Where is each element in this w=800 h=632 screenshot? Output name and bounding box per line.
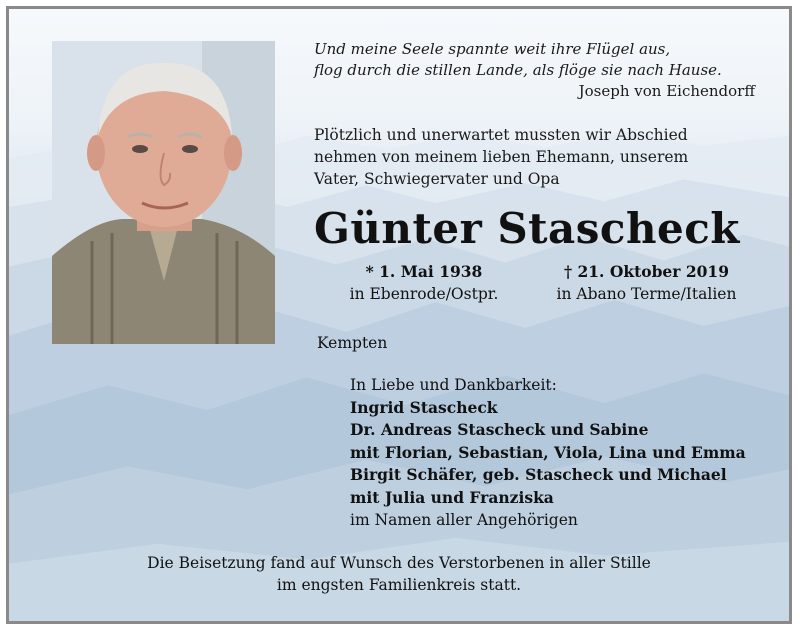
announcement-line: nehmen von meinem lieben Ehemann, unserem — [314, 148, 689, 166]
death-info — [534, 261, 759, 305]
announcement-line: Vater, Schwiegervater und Opa — [314, 170, 560, 188]
mourner-name: Birgit Schäfer, geb. Stascheck und Michael — [350, 465, 727, 484]
birth-info — [329, 261, 519, 305]
announcement-line: Plötzlich und unerwartet mussten wir Abschied — [314, 126, 688, 144]
deceased-name: Günter Stascheck — [314, 204, 740, 253]
notice-line: im engsten Familienkreis statt. — [276, 576, 522, 594]
mourners-intro: In Liebe und Dankbarkeit: — [350, 376, 557, 394]
mourner-name: Dr. Andreas Stascheck und Sabine — [350, 420, 649, 439]
portrait-illustration — [52, 41, 275, 344]
death-date: † 21. Oktober 2019 — [563, 262, 729, 281]
mourners-list — [350, 374, 770, 532]
quote — [314, 39, 754, 81]
birth-place: in Ebenrode/Ostpr. — [349, 285, 499, 303]
mourner-name: mit Julia und Franziska — [350, 487, 554, 507]
burial-notice — [49, 552, 749, 596]
notice-line: Die Beisetzung fand auf Wunsch des Verstorbenen in aller Stille — [147, 554, 651, 572]
quote-author: Joseph von Eichendorff — [578, 82, 755, 100]
quote-line: Und meine Seele spannte weit ihre Flügel aus, — [314, 40, 671, 58]
quote-line: flog durch die stillen Lande, als flöge sie nach Hause. — [314, 61, 722, 79]
place-name: Kempten — [317, 334, 388, 352]
mourners-closing: im Namen aller Angehörigen — [350, 511, 578, 529]
portrait-photo — [52, 41, 275, 344]
mourner-name: Ingrid Stascheck — [350, 397, 498, 417]
mourner-name: mit Florian, Sebastian, Viola, Lina und Emma — [350, 442, 746, 462]
announcement-text — [314, 124, 754, 190]
obituary-card — [6, 6, 792, 624]
death-place: in Abano Terme/Italien — [556, 285, 737, 303]
birth-date: * 1. Mai 1938 — [365, 262, 483, 281]
